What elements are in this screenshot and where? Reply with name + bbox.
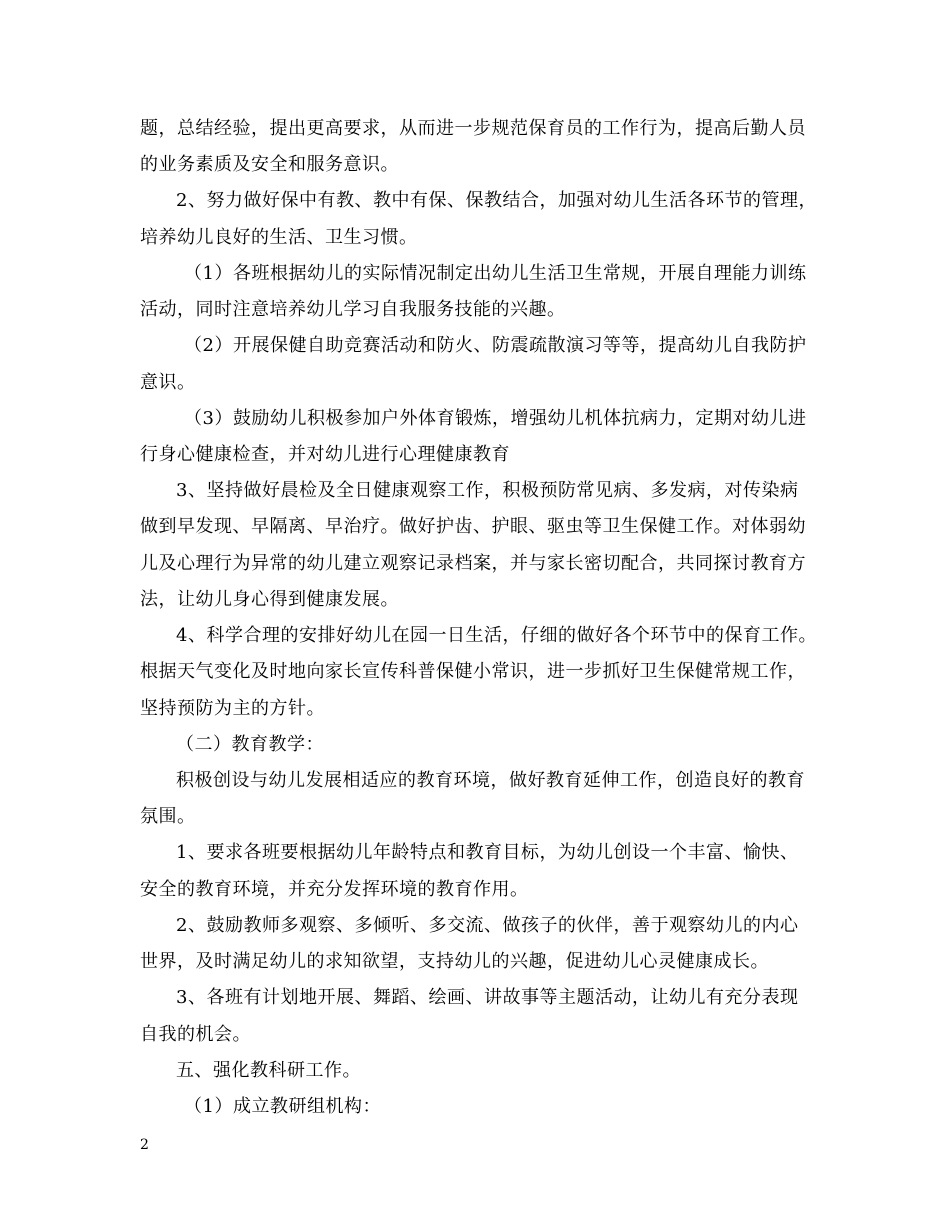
text-line: 4、科学合理的安排好幼儿在园一日生活，仔细的做好各个环节中的保育工作。 [176, 625, 817, 646]
text-line: 儿及心理行为异常的幼儿建立观察记录档案，并与家长密切配合，共同探讨教育方 [140, 553, 806, 574]
text-line: 自我的机会。 [140, 1024, 251, 1045]
text-line: 根据天气变化及时地向家长宣传科普保健小常识，进一步抓好卫生保健常规工作， [140, 661, 806, 682]
text-line: 安全的教育环境，并充分发挥环境的教育作用。 [140, 879, 529, 900]
text-line: 积极创设与幼儿发展相适应的教育环境，做好教育延伸工作，创造良好的教育 [176, 770, 805, 791]
text-line: 行身心健康检查，并对幼儿进行心理健康教育 [140, 444, 510, 465]
text-line: 世界，及时满足幼儿的求知欲望，支持幼儿的兴趣，促进幼儿心灵健康成长。 [140, 951, 769, 972]
text-line: （2）开展保健自助竞赛活动和防火、防震疏散演习等等，提高幼儿自我防护 [184, 335, 807, 356]
text-line: 氛围。 [140, 806, 196, 827]
page-number: 2 [140, 1137, 149, 1153]
text-line: 培养幼儿良好的生活、卫生习惯。 [140, 227, 418, 248]
text-line: （1）成立教研组机构： [184, 1096, 381, 1117]
text-line: 做到早发现、早隔离、早治疗。做好护齿、护眼、驱虫等卫生保健工作。对体弱幼 [140, 516, 806, 537]
text-line: 意识。 [140, 372, 196, 393]
text-line: 题，总结经验，提出更高要求，从而进一步规范保育员的工作行为，提高后勤人员 [140, 118, 806, 139]
text-line: 1、要求各班要根据幼儿年龄特点和教育目标，为幼儿创设一个丰富、愉快、 [176, 842, 799, 863]
text-line: 坚持预防为主的方针。 [140, 698, 325, 719]
section-heading: 五、强化教科研工作。 [176, 1060, 361, 1081]
text-line: 的业务素质及安全和服务意识。 [140, 154, 399, 175]
text-line: 活动，同时注意培养幼儿学习自我服务技能的兴趣。 [140, 299, 566, 320]
text-line: （1）各班根据幼儿的实际情况制定出幼儿生活卫生常规，开展自理能力训练 [184, 263, 807, 284]
text-line: （3）鼓励幼儿积极参加户外体育锻炼，增强幼儿机体抗病力，定期对幼儿进 [184, 408, 807, 429]
text-line: 3、坚持做好晨检及全日健康观察工作，积极预防常见病、多发病，对传染病 [176, 480, 799, 501]
text-line: 2、鼓励教师多观察、多倾听、多交流、做孩子的伙伴，善于观察幼儿的内心 [176, 915, 799, 936]
text-line: 3、各班有计划地开展、舞蹈、绘画、讲故事等主题活动，让幼儿有充分表现 [176, 987, 799, 1008]
section-heading: （二）教育教学： [176, 734, 324, 755]
text-line: 法，让幼儿身心得到健康发展。 [140, 589, 399, 610]
text-line: 2、努力做好保中有教、教中有保、保教结合，加强对幼儿生活各环节的管理， [176, 190, 817, 211]
